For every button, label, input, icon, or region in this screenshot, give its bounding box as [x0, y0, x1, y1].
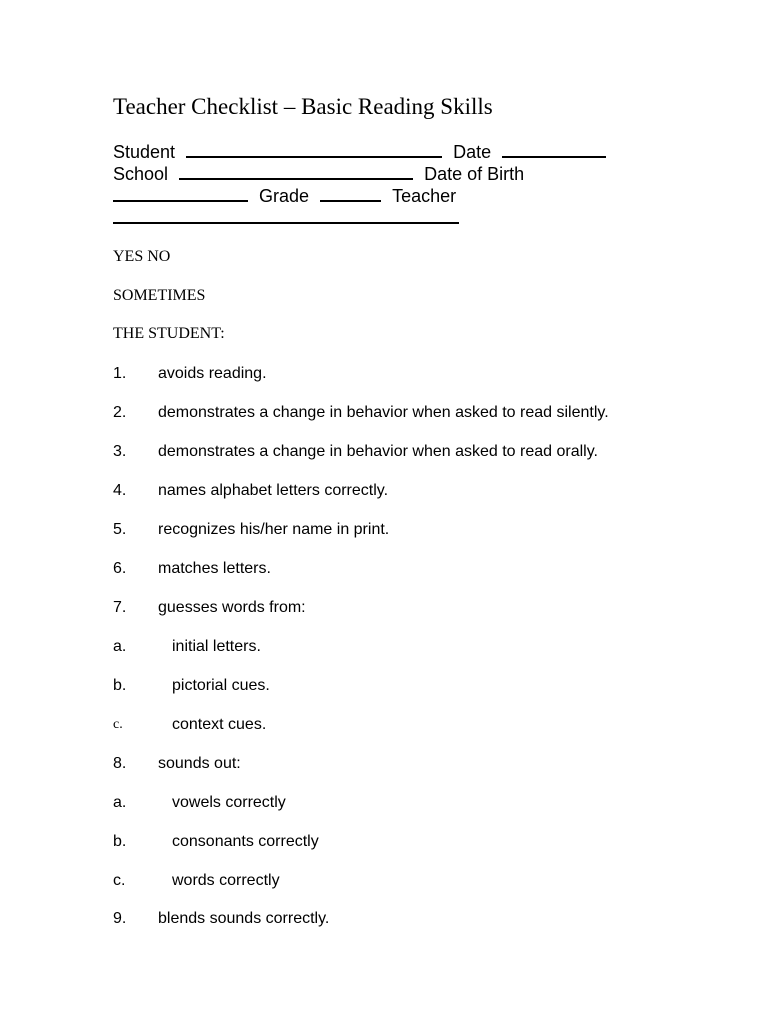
- date-of-birth-blank[interactable]: [113, 185, 248, 202]
- item-text: demonstrates a change in behavior when asked to read orally.: [158, 443, 598, 460]
- school-label: School: [113, 164, 169, 184]
- item-number: 5.: [113, 521, 127, 538]
- item-text: avoids reading.: [158, 365, 267, 382]
- grade-label: Grade: [259, 186, 310, 206]
- item-text: words correctly: [172, 872, 280, 889]
- school-blank[interactable]: [179, 163, 413, 180]
- item-text: recognizes his/her name in print.: [158, 521, 390, 538]
- item-letter: b.: [113, 833, 127, 850]
- item-text: vowels correctly: [172, 794, 286, 811]
- date-blank[interactable]: [502, 141, 606, 158]
- date-label: Date: [453, 142, 492, 162]
- item-text: sounds out:: [158, 755, 241, 772]
- yes-no-header: YES NO: [113, 248, 171, 265]
- item-number: 3.: [113, 443, 127, 460]
- form-row-school: [113, 163, 524, 185]
- the-student-header: THE STUDENT:: [113, 325, 225, 342]
- item-text: names alphabet letters correctly.: [158, 482, 389, 499]
- form-row-grade: [113, 185, 456, 207]
- teacher-blank[interactable]: [113, 207, 459, 224]
- date-of-birth-label: Date of Birth: [424, 164, 525, 184]
- grade-blank[interactable]: [320, 185, 381, 202]
- item-text: blends sounds correctly.: [158, 910, 330, 927]
- item-letter: a.: [113, 638, 127, 655]
- item-text: context cues.: [172, 716, 267, 733]
- item-text: matches letters.: [158, 560, 271, 577]
- form-row-teacher: [113, 207, 459, 229]
- item-text: consonants correctly: [172, 833, 319, 850]
- item-number: 8.: [113, 755, 127, 772]
- item-text: guesses words from:: [158, 599, 306, 616]
- item-letter: c.: [113, 717, 123, 732]
- item-number: 4.: [113, 482, 127, 499]
- item-number: 7.: [113, 599, 127, 616]
- item-number: 6.: [113, 560, 127, 577]
- item-text: initial letters.: [172, 638, 261, 655]
- page-title: Teacher Checklist – Basic Reading Skills: [113, 94, 493, 119]
- item-letter: a.: [113, 794, 127, 811]
- student-blank[interactable]: [186, 141, 442, 158]
- item-letter: c.: [113, 872, 126, 889]
- sometimes-header: SOMETIMES: [113, 287, 206, 304]
- student-label: Student: [113, 142, 176, 162]
- item-text: pictorial cues.: [172, 677, 270, 694]
- item-letter: b.: [113, 677, 127, 694]
- item-number: 9.: [113, 910, 127, 927]
- item-text: demonstrates a change in behavior when asked to read silently.: [158, 404, 609, 421]
- teacher-label: Teacher: [392, 186, 457, 206]
- form-row-student: [113, 141, 606, 163]
- item-number: 2.: [113, 404, 127, 421]
- item-number: 1.: [113, 365, 127, 382]
